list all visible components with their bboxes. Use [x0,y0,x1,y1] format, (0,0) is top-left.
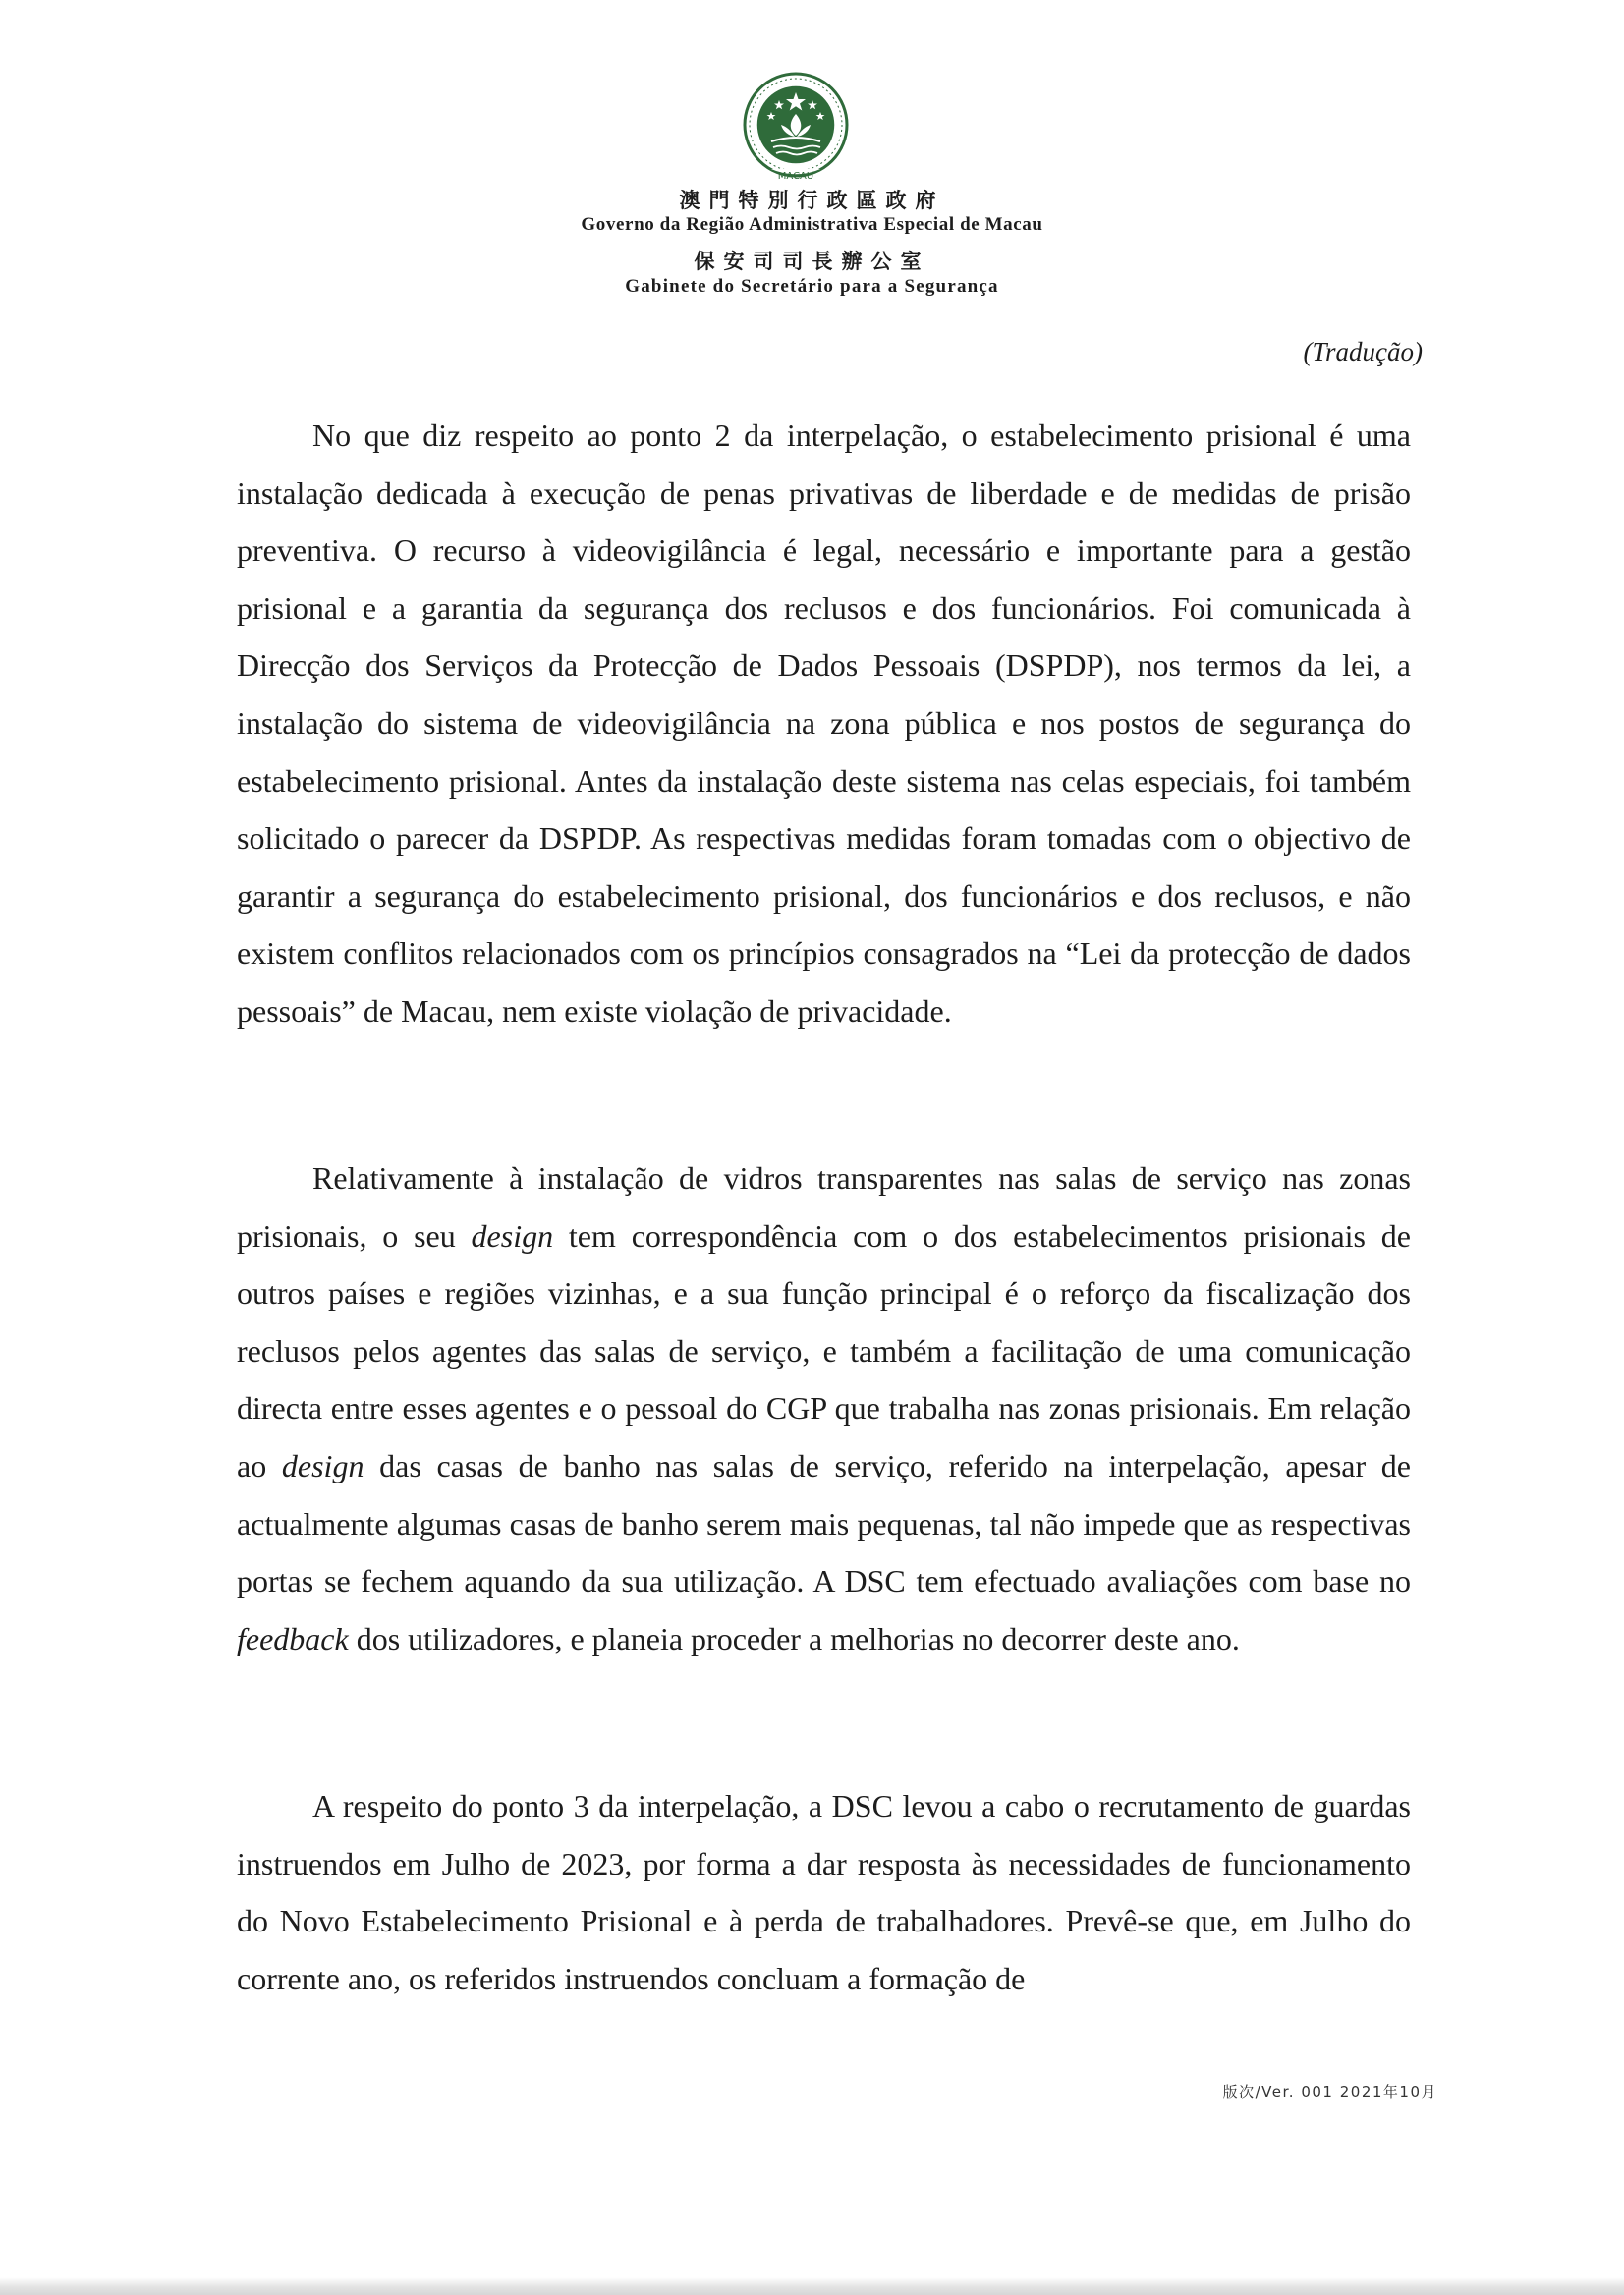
translation-note: (Tradução) [1303,337,1423,366]
italic-term: design [471,1217,554,1254]
scan-edge-shadow [0,2277,1624,2295]
text-run: Relativamente à instalação de vidros transparentes nas salas de serviço nas zonas prisionais, o seu [237,1160,1411,1254]
italic-term: design [281,1447,364,1483]
paragraph-point-2 [237,407,1411,1040]
text-run: das casas de banho nas salas de serviço, referido na interpelação, apesar de actualmente algumas casas de banho serem mais pequenas, tal não impede que as respectivas portas se fechem aquando da sua utilização. A DSC tem efectuado avaliações com base no [237,1447,1412,1599]
government-name-chinese: 澳門特別行政區政府 [679,189,945,212]
macau-emblem-logo [732,71,860,189]
paragraph-text: A respeito do ponto 3 da interpelação, a DSC levou a cabo o recrutamento de guardas instruendos em Julho de 2023, por forma a dar resposta às necessidades de funcionamento do Novo Estabelecimento Prisional e à perda de trabalhadores. Prevê-se que, em Julho do corrente ano, os referidos instruendos concluam a formação de [237,1788,1411,1996]
paragraph-point-3 [237,1777,1411,2007]
italic-term: feedback [237,1620,349,1656]
paragraph-glass-windows [237,1149,1411,1667]
text-run: tem correspondência com o dos estabelecimentos prisionais de outros países e regiões vizinhas, e a sua função principal é o reforço da fiscalização dos reclusos pelos agentes das salas de serviço, e também a facilitação de uma comunicação directa entre esses agentes e o pessoal do CGP que trabalha nas zonas prisionais. Em relação ao [237,1217,1411,1483]
version-footer: 版次/Ver. 001 2021年10月 [1222,2083,1437,2100]
office-name-portuguese: Gabinete do Secretário para a Segurança [625,276,999,297]
emblem-ribbon-text: MACAU [777,171,814,182]
paragraph-text [237,1149,1411,1667]
text-run: dos utilizadores, e planeia proceder a melhorias no decorrer deste ano. [348,1620,1240,1656]
office-name-chinese: 保安司司長辦公室 [694,250,930,273]
paragraph-text: No que diz respeito ao ponto 2 da interpelação, o estabelecimento prisional é uma instalação dedicada à execução de penas privativas de liberdade e de medidas de prisão preventiva. O recurso à videovigilância é legal, necessário e importante para a gestão prisional e a garantia da segurança dos reclusos e dos funcionários. Foi comunicada à Direcção dos Serviços da Protecção de Dados Pessoais (DSPDP), nos termos da lei, a instalação do sistema de videovigilância na zona pública e nos postos de segurança do estabelecimento prisional. Antes da instalação deste sistema nas celas especiais, foi também solicitado o parecer da DSPDP. As respectivas medidas foram tomadas com o objectivo de garantir a segurança do estabelecimento prisional, dos funcionários e dos reclusos, e não existem conflitos relacionados com os princípios consagrados na “Lei da protecção de dados pessoais” de Macau, nem existe violação de privacidade. [237,418,1411,1029]
government-name-portuguese: Governo da Região Administrativa Especial de Macau [581,214,1043,235]
